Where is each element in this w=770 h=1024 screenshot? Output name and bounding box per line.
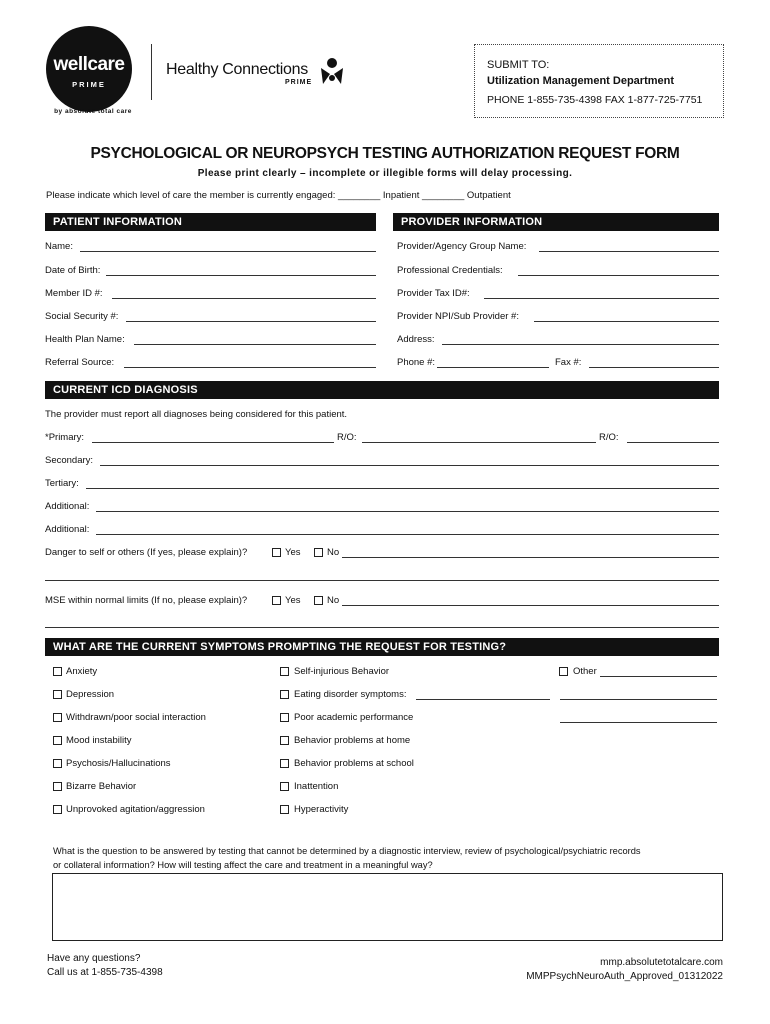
- symptom-agitation-label: Unprovoked agitation/aggression: [66, 804, 205, 815]
- icd-tertiary-field[interactable]: [86, 488, 719, 489]
- mse-explain-field[interactable]: [342, 605, 719, 606]
- footer-website: mmp.absolutetotalcare.com: [600, 957, 723, 968]
- patient-health-plan-label: Health Plan Name:: [45, 334, 125, 345]
- symptom-other-checkbox[interactable]: [559, 667, 568, 676]
- logo-prime: PRIME: [72, 80, 106, 89]
- patient-member-id-label: Member ID #:: [45, 288, 103, 299]
- symptom-depression-label: Depression: [66, 689, 115, 700]
- symptom-academic-checkbox[interactable]: [280, 713, 289, 722]
- provider-address-field[interactable]: [442, 344, 719, 345]
- provider-npi-field[interactable]: [534, 321, 719, 322]
- icd-ro-label-1: R/O:: [337, 432, 357, 443]
- mse-yes-label: Yes: [285, 595, 301, 606]
- patient-ssn-label: Social Security #:: [45, 311, 119, 322]
- submit-phone: PHONE 1-855-735-4398 FAX 1-877-725-7751: [487, 94, 703, 106]
- danger-no-label: No: [327, 547, 340, 558]
- provider-fax-label: Fax #:: [555, 357, 582, 368]
- provider-npi-label: Provider NPI/Sub Provider #:: [397, 311, 519, 322]
- page-title: PSYCHOLOGICAL OR NEUROPSYCH TESTING AUTHORIZATION REQUEST FORM: [90, 145, 680, 162]
- question-text-line-2: or collateral information? How will testing affect the care and treatment in a meaningful way?: [53, 860, 433, 870]
- danger-label: Danger to self or others (If yes, please explain)?: [45, 547, 248, 558]
- provider-phone-field[interactable]: [437, 367, 549, 368]
- icd-additional-label-2: Additional:: [45, 524, 90, 535]
- icd-secondary-label: Secondary:: [45, 455, 94, 466]
- mse-label: MSE within normal limits (If no, please explain)?: [45, 595, 248, 606]
- patient-ssn-field[interactable]: [126, 321, 376, 322]
- danger-explain-field-2[interactable]: [45, 580, 719, 581]
- symptom-school-label: Behavior problems at school: [294, 758, 414, 769]
- icd-additional-field-1[interactable]: [96, 511, 719, 512]
- logo-tagline: by absolute total care: [54, 108, 132, 115]
- danger-yes-checkbox[interactable]: [272, 548, 281, 557]
- provider-phone-label: Phone #:: [397, 357, 436, 368]
- symptoms-header: WHAT ARE THE CURRENT SYMPTOMS PROMPTING THE REQUEST FOR TESTING?: [45, 638, 719, 656]
- symptom-psychosis-label: Psychosis/Hallucinations: [66, 758, 171, 769]
- footer-call-us: Call us at 1-855-735-4398: [47, 967, 163, 978]
- patient-name-label: Name:: [45, 241, 73, 252]
- patient-dob-label: Date of Birth:: [45, 265, 101, 276]
- icd-secondary-field[interactable]: [100, 465, 719, 466]
- patient-referral-label: Referral Source:: [45, 357, 115, 368]
- question-answer-box[interactable]: [52, 873, 723, 941]
- provider-tax-id-label: Provider Tax ID#:: [397, 288, 470, 299]
- provider-credentials-label: Professional Credentials:: [397, 265, 503, 276]
- symptom-hyperactivity-label: Hyperactivity: [294, 804, 349, 815]
- patient-health-plan-field[interactable]: [134, 344, 376, 345]
- submit-dept: Utilization Management Department: [487, 75, 675, 87]
- symptom-anxiety-label: Anxiety: [66, 666, 98, 677]
- icd-additional-field-2[interactable]: [96, 534, 719, 535]
- danger-explain-field[interactable]: [342, 557, 719, 558]
- provider-fax-field[interactable]: [589, 367, 719, 368]
- symptom-eating-checkbox[interactable]: [280, 690, 289, 699]
- page-subtitle: Please print clearly – incomplete or illegible forms will delay processing.: [197, 168, 573, 179]
- icd-diagnosis-header: CURRENT ICD DIAGNOSIS: [45, 381, 719, 399]
- provider-credentials-field[interactable]: [518, 275, 719, 276]
- mse-no-checkbox[interactable]: [314, 596, 323, 605]
- patient-member-id-field[interactable]: [112, 298, 376, 299]
- symptom-withdrawn-checkbox[interactable]: [53, 713, 62, 722]
- patient-dob-field[interactable]: [106, 275, 376, 276]
- icd-ro-label-2: R/O:: [599, 432, 619, 443]
- icd-ro-field-1[interactable]: [362, 442, 596, 443]
- provider-tax-id-field[interactable]: [484, 298, 719, 299]
- symptom-inattention-label: Inattention: [294, 781, 339, 792]
- symptom-home-label: Behavior problems at home: [294, 735, 411, 746]
- level-of-care-prompt[interactable]: Please indicate which level of care the member is currently engaged: ________ Inpatient ________ Outpatient: [46, 190, 511, 201]
- symptom-other-field-3[interactable]: [560, 722, 717, 723]
- symptom-bizarre-checkbox[interactable]: [53, 782, 62, 791]
- icd-note: The provider must report all diagnoses being considered for this patient.: [45, 409, 348, 420]
- symptom-mood-label: Mood instability: [66, 735, 132, 746]
- provider-address-label: Address:: [397, 334, 435, 345]
- symptom-home-checkbox[interactable]: [280, 736, 289, 745]
- symptom-eating-label: Eating disorder symptoms:: [294, 689, 407, 700]
- symptom-agitation-checkbox[interactable]: [53, 805, 62, 814]
- partner-logo-prime: PRIME: [285, 79, 313, 86]
- symptom-withdrawn-label: Withdrawn/poor social interaction: [66, 712, 206, 723]
- symptom-anxiety-checkbox[interactable]: [53, 667, 62, 676]
- footer-questions: Have any questions?: [47, 953, 141, 964]
- logo-tm: ™: [125, 58, 131, 64]
- symptom-self-injurious-label: Self-injurious Behavior: [294, 666, 390, 677]
- partner-logo-text: Healthy Connections: [166, 61, 308, 78]
- icd-primary-label: *Primary:: [45, 432, 85, 443]
- danger-no-checkbox[interactable]: [314, 548, 323, 557]
- provider-agency-field[interactable]: [539, 251, 719, 252]
- logo-divider: [151, 44, 152, 100]
- mse-no-label: No: [327, 595, 340, 606]
- symptom-mood-checkbox[interactable]: [53, 736, 62, 745]
- logo-brand: wellcare: [53, 54, 125, 75]
- symptom-school-checkbox[interactable]: [280, 759, 289, 768]
- footer-form-code: MMPPsychNeuroAuth_Approved_01312022: [526, 971, 723, 982]
- patient-name-field[interactable]: [80, 251, 376, 252]
- mse-explain-field-2[interactable]: [45, 627, 719, 628]
- submit-label: SUBMIT TO:: [487, 59, 550, 71]
- icd-tertiary-label: Tertiary:: [45, 478, 79, 489]
- symptom-other-field-1[interactable]: [600, 676, 717, 677]
- danger-yes-label: Yes: [285, 547, 301, 558]
- symptom-psychosis-checkbox[interactable]: [53, 759, 62, 768]
- symptom-self-injurious-checkbox[interactable]: [280, 667, 289, 676]
- symptom-other-field-2[interactable]: [560, 699, 717, 700]
- provider-agency-label: Provider/Agency Group Name:: [397, 241, 527, 252]
- icd-ro-field-2[interactable]: [627, 442, 719, 443]
- partner-logo-icon: [319, 56, 345, 88]
- symptom-hyperactivity-checkbox[interactable]: [280, 805, 289, 814]
- symptom-inattention-checkbox[interactable]: [280, 782, 289, 791]
- patient-referral-field[interactable]: [124, 367, 376, 368]
- symptom-bizarre-label: Bizarre Behavior: [66, 781, 137, 792]
- question-text-line-1: What is the question to be answered by testing that cannot be determined by a diagnostic interview, review of psychological/psychiatric records: [53, 846, 641, 856]
- symptom-academic-label: Poor academic performance: [294, 712, 414, 723]
- symptom-other-label: Other: [573, 666, 597, 677]
- mse-yes-checkbox[interactable]: [272, 596, 281, 605]
- symptom-eating-field[interactable]: [416, 699, 550, 700]
- provider-info-header: PROVIDER INFORMATION: [393, 213, 719, 231]
- patient-info-header: PATIENT INFORMATION: [45, 213, 376, 231]
- icd-primary-field[interactable]: [92, 442, 334, 443]
- symptom-depression-checkbox[interactable]: [53, 690, 62, 699]
- icd-additional-label-1: Additional:: [45, 501, 90, 512]
